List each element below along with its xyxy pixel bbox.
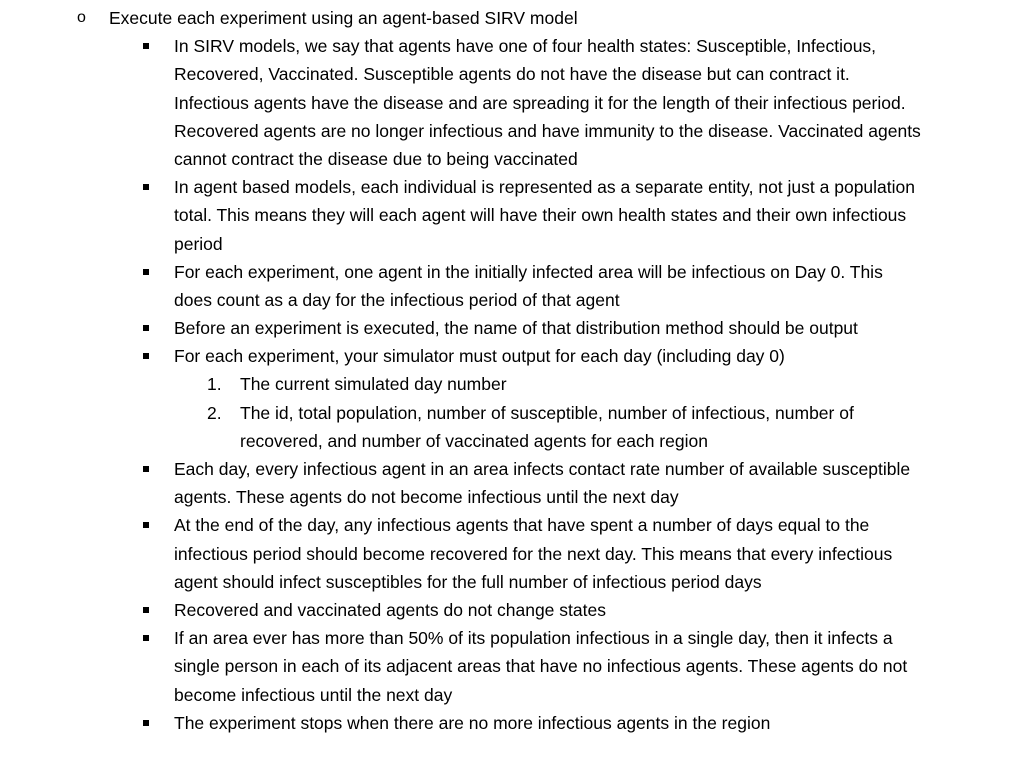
bullet-text: cannot contract the disease due to being vaccinated <box>174 148 578 169</box>
bullet-line <box>0 117 1024 145</box>
square-bullet-icon <box>143 635 149 641</box>
numbered-text: recovered, and number of vaccinated agents for each region <box>240 430 708 451</box>
bullet-item <box>0 258 1024 314</box>
number-marker: 2. <box>207 402 222 423</box>
bullet-text: At the end of the day, any infectious agents that have spent a number of days equal to the <box>174 515 870 536</box>
bullet-text: For each experiment, your simulator must output for each day (including day 0) <box>174 346 785 367</box>
bullet-text: total. This means they will each agent will have their own health states and their own infectious <box>174 205 907 226</box>
bullet-item <box>0 32 1024 173</box>
document-page <box>0 4 1024 737</box>
bullet-line <box>0 89 1024 117</box>
bullet-text: Recovered agents are no longer infectious and have immunity to the disease. Vaccinated agents <box>174 120 921 141</box>
bullet-line <box>0 681 1024 709</box>
bullet-line <box>0 60 1024 88</box>
bullet-line <box>0 32 1024 60</box>
bullet-text: For each experiment, one agent in the initially infected area will be infectious on Day 0. This <box>174 261 883 282</box>
square-bullet-icon <box>143 43 149 49</box>
bullet-text: In agent based models, each individual is represented as a separate entity, not just a population <box>174 177 915 198</box>
square-bullet-icon <box>143 522 149 528</box>
square-bullet-icon <box>143 607 149 613</box>
square-bullet-icon <box>143 325 149 331</box>
bullet-text: Infectious agents have the disease and are spreading it for the length of their infectious period. <box>174 92 906 113</box>
bullet-item <box>0 455 1024 511</box>
bullet-text: Recovered and vaccinated agents do not change states <box>174 599 606 620</box>
bullet-item <box>0 596 1024 624</box>
numbered-item <box>0 370 1024 398</box>
bullet-item <box>0 511 1024 596</box>
bullet-text: infectious period should become recovered for the next day. This means that every infectious <box>174 543 893 564</box>
number-marker: 1. <box>207 374 222 395</box>
bullet-text: Each day, every infectious agent in an area infects contact rate number of available susceptible <box>174 459 911 479</box>
bullet-text: become infectious until the next day <box>174 684 453 705</box>
bullet-line <box>0 652 1024 680</box>
bullet-line <box>0 173 1024 201</box>
bullet-line <box>0 624 1024 652</box>
bullet-item <box>0 314 1024 342</box>
bullet-line <box>0 286 1024 314</box>
square-bullet-icon <box>143 353 149 359</box>
bullet-item <box>0 173 1024 258</box>
bullet-line <box>0 455 1024 483</box>
bullet-item <box>0 342 1024 455</box>
bullet-text: agent should infect susceptibles for the full number of infectious period days <box>174 571 762 592</box>
bullet-text: Before an experiment is executed, the name of that distribution method should be output <box>174 318 858 339</box>
bullet-text: agents. These agents do not become infectious until the next day <box>174 487 679 508</box>
bullet-item <box>0 624 1024 709</box>
bullet-line <box>0 230 1024 258</box>
level1-text: Execute each experiment using an agent-based SIRV model <box>109 8 578 28</box>
numbered-item <box>0 399 1024 427</box>
bullet-text: single person in each of its adjacent areas that have no infectious agents. These agents do not <box>174 656 908 677</box>
bullet-text: period <box>174 233 223 254</box>
numbered-item-continuation <box>0 427 1024 455</box>
bullet-line <box>0 314 1024 342</box>
bullet-line <box>0 511 1024 539</box>
bullet-line <box>0 540 1024 568</box>
bullet-text: If an area ever has more than 50% of its population infectious in a single day, then it infects a <box>174 628 893 649</box>
bullet-text: The experiment stops when there are no more infectious agents in the region <box>174 712 771 733</box>
bullet-line <box>0 568 1024 596</box>
bullet-line <box>0 201 1024 229</box>
bullet-text: In SIRV models, we say that agents have one of four health states: Susceptible, Infectious, <box>174 36 877 57</box>
bullet-line <box>0 342 1024 370</box>
numbered-text: The current simulated day number <box>240 374 507 395</box>
bullet-line <box>0 709 1024 737</box>
bullet-line <box>0 258 1024 286</box>
bullet-line <box>0 483 1024 511</box>
numbered-text: The id, total population, number of susceptible, number of infectious, number of <box>240 402 854 423</box>
hollow-circle-bullet-icon: o <box>77 9 86 26</box>
square-bullet-icon <box>143 269 149 275</box>
square-bullet-icon <box>143 466 149 472</box>
bullet-text: does count as a day for the infectious period of that agent <box>174 289 620 310</box>
square-bullet-icon <box>143 184 149 190</box>
square-bullet-icon <box>143 720 149 726</box>
bullet-item <box>0 709 1024 737</box>
bullet-line <box>0 596 1024 624</box>
bullet-line <box>0 145 1024 173</box>
bullet-text: Recovered, Vaccinated. Susceptible agents do not have the disease but can contract it. <box>174 64 850 85</box>
level1-item <box>0 4 1024 32</box>
